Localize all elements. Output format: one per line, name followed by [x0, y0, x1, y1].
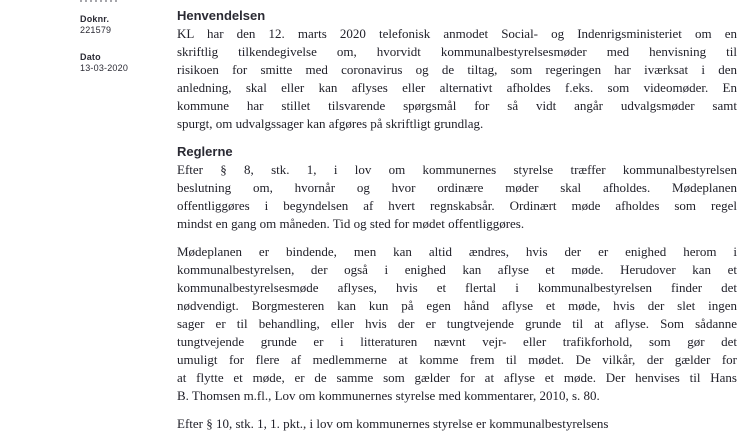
- text-line: tungtvejende grunde er i litteraturen nævnt vejr- eller trafikforhold, som gør det: [177, 334, 737, 349]
- text-line: risikoen for smitte med coronavirus og de tiltag, som regeringen har iværksat i den: [177, 62, 737, 77]
- doknr-value: 221579: [80, 25, 112, 35]
- text-line: kommune har stillet tilsvarende spørgsmål for så vidt angår udvalgsmøder samt: [177, 98, 737, 113]
- text-line: mindst en gang om måneden. Tid og sted for mødet offentliggøres.: [177, 216, 525, 231]
- dato-label: Dato: [80, 52, 101, 62]
- paragraph: [177, 415, 737, 433]
- text-line: kommunalbestyrelsen, der også i enighed kan aflyse et møde. Herudover kan et: [177, 262, 737, 277]
- paragraph: [177, 161, 737, 233]
- text-line: sager er til behandling, eller hvis der er tungtvejende grunde til at aflyse. Som sådanne: [177, 316, 737, 331]
- text-line: kommunalbestyrelsesmøde aflyses, hvis et flertal i kommunalbestyrelsen finder det: [177, 280, 737, 295]
- text-line: beslutning om, hvornår og hvor ordinære møder skal afholdes. Mødeplanen: [177, 180, 737, 195]
- section-heading: Reglerne: [177, 144, 233, 159]
- text-line: spurgt, om udvalgssager kan afgøres på skriftligt grundlag.: [177, 116, 484, 131]
- document-body: [177, 7, 737, 443]
- clipped-text-remnant: [80, 0, 118, 2]
- text-line: KL har den 12. marts 2020 telefonisk anmodet Social- og Indenrigsministeriet om en: [177, 26, 737, 41]
- dato-value: 13-03-2020: [80, 63, 129, 73]
- text-line: B. Thomsen m.fl., Lov om kommunernes styrelse med kommentarer, 2010, s. 80.: [177, 388, 600, 403]
- paragraph: [177, 243, 737, 405]
- text-line: anledning, skal eller kan aflyses eller alternativt afholdes f.eks. som videomøder. En: [177, 80, 737, 95]
- text-line: nødvendigt. Borgmesteren kan kun på egen hånd aflyse et møde, hvis der slet ingen: [177, 298, 737, 313]
- doknr-label: Doknr.: [80, 14, 110, 24]
- paragraph: [177, 25, 737, 133]
- text-line: Efter § 8, stk. 1, i lov om kommunernes styrelse træffer kommunalbestyrelsen: [177, 162, 737, 177]
- text-line: at flytte et møde, er de samme som gælder for at aflyse et møde. Der henvises til Hans: [177, 370, 737, 385]
- dato-block: [80, 52, 128, 74]
- text-line: offentliggøres i begyndelsen af hvert regnskabsår. Ordinært møde afholdes som regel: [177, 198, 737, 213]
- text-line: skriftlig tilkendegivelse om, hvorvidt kommunalbestyrelsesmøder med henvisning til: [177, 44, 737, 59]
- text-line: umuligt for flere af medlemmerne at komme frem til mødet. De vilkår, der gælder for: [177, 352, 737, 367]
- section-heading: Henvendelsen: [177, 8, 266, 23]
- text-line: Efter § 10, stk. 1, 1. pkt., i lov om kommunernes styrelse er kommunalbestyrelsens: [177, 416, 609, 431]
- doknr-block: [80, 14, 111, 36]
- text-line: Mødeplanen er bindende, men kan altid ændres, hvis der er enighed herom i: [177, 244, 737, 259]
